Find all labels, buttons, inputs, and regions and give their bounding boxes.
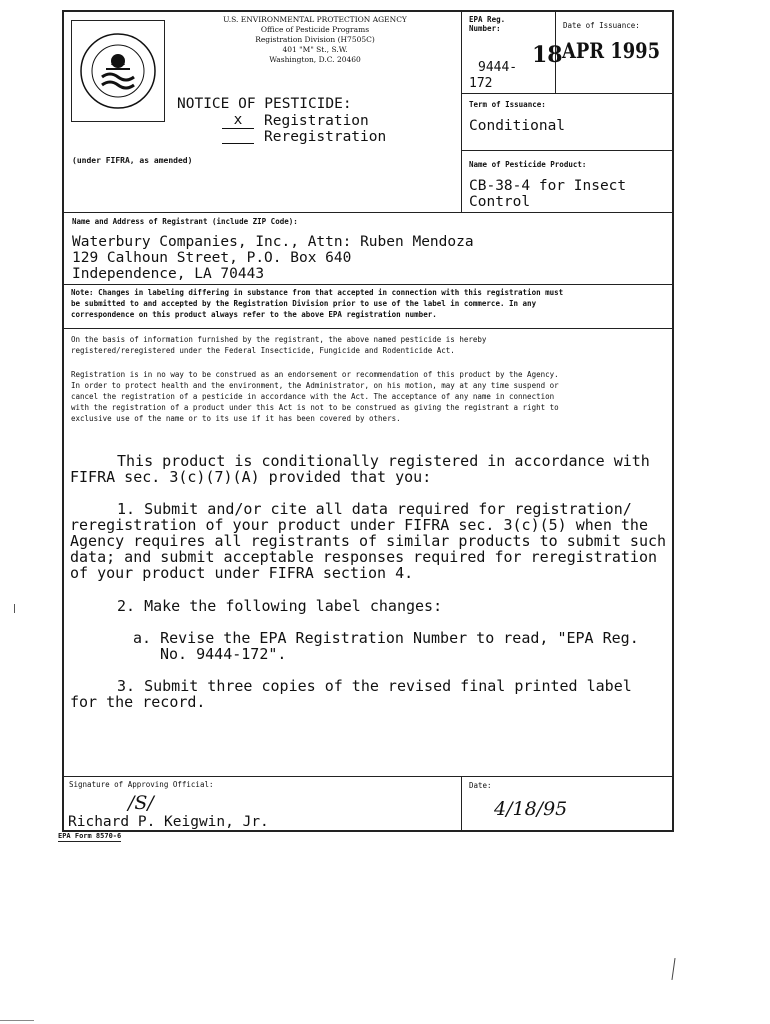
agency-street: 401 "M" St., S.W. bbox=[282, 45, 348, 54]
header-divider bbox=[461, 10, 462, 212]
product-name-line1: CB-38-4 for Insect bbox=[469, 178, 627, 194]
item2a-line2: No. 9444-172". bbox=[160, 645, 287, 663]
product-label: Name of Pesticide Product: bbox=[469, 160, 587, 169]
scan-mark-right bbox=[671, 958, 675, 980]
item1-line2: reregistration of your product under FIFRA sec. 3(c)(5) when the bbox=[70, 516, 648, 534]
note-line3: correspondence on this product always refer to the above EPA registration number. bbox=[71, 310, 437, 319]
rule-after-regnumber bbox=[461, 93, 674, 94]
reregistration-label: Reregistration bbox=[264, 129, 387, 145]
notice-title: NOTICE OF PESTICIDE: bbox=[177, 96, 352, 112]
form-number: EPA Form 8570-6 bbox=[58, 832, 122, 840]
scan-mark-bottom bbox=[0, 1020, 34, 1021]
item3-line2: for the record. bbox=[70, 693, 206, 711]
disclaimer-line2: In order to protect health and the environment, the Administrator, on his motion, may at any time suspend or bbox=[71, 381, 559, 390]
reg-number-value-line2: 172 bbox=[469, 76, 493, 91]
issuance-stamp-date: APR 1995 bbox=[562, 38, 661, 63]
note-line2: be submitted to and accepted by the Registration Division prior to use of the label in commerce. In any bbox=[71, 299, 537, 308]
agency-name: U.S. ENVIRONMENTAL PROTECTION AGENCY bbox=[223, 15, 407, 24]
epa-seal bbox=[71, 20, 165, 122]
signature-label: Signature of Approving Official: bbox=[69, 780, 214, 789]
basis-line1: On the basis of information furnished by the registrant, the above named pesticide is hereby bbox=[71, 335, 487, 344]
issuance-stamp-day: 18 bbox=[532, 42, 563, 68]
reg-number-label: EPA Reg. Number: bbox=[469, 15, 506, 33]
item1-line3: Agency requires all registrants of similar products to submit such bbox=[70, 532, 667, 550]
epa-seal-emblem-icon bbox=[72, 21, 164, 121]
scan-mark-left bbox=[14, 604, 15, 613]
signature-divider bbox=[461, 776, 462, 832]
registrant-line2: 129 Calhoun Street, P.O. Box 640 bbox=[72, 250, 352, 266]
registrant-label: Name and Address of Registrant (include ZIP Code): bbox=[72, 217, 298, 226]
agency-division: Registration Division (H7505C) bbox=[255, 35, 375, 44]
reg-number-value: 9444- bbox=[478, 60, 518, 75]
registration-mark: x bbox=[222, 113, 254, 129]
rule-after-registrant bbox=[62, 284, 674, 285]
body-intro-line2: FIFRA sec. 3(c)(7)(A) provided that you: bbox=[70, 468, 432, 486]
rule-after-term bbox=[461, 150, 674, 151]
fifra-note: (under FIFRA, as amended) bbox=[72, 156, 193, 165]
note-line1: Note: Changes in labeling differing in substance from that accepted in connection with this registration must bbox=[71, 288, 564, 297]
agency-city: Washington, D.C. 20460 bbox=[269, 55, 361, 64]
reregistration-blank bbox=[222, 143, 254, 144]
date-of-issuance-label: Date of Issuance: bbox=[563, 21, 640, 30]
rule-after-note bbox=[62, 328, 674, 329]
date-label: Date: bbox=[469, 781, 492, 790]
rule-before-signature bbox=[62, 776, 674, 777]
term-label: Term of Issuance: bbox=[469, 100, 546, 109]
registration-label: Registration bbox=[264, 113, 369, 129]
signatory-name: Richard P. Keigwin, Jr. bbox=[68, 814, 269, 830]
item2a-line1: a. Revise the EPA Registration Number to read, "EPA Reg. bbox=[133, 629, 639, 647]
disclaimer-line3: cancel the registration of a pesticide in accordance with the Act. The acceptance of any name in connection bbox=[71, 392, 555, 401]
product-name-line2: Control bbox=[469, 194, 531, 210]
disclaimer-line1: Registration is in no way to be construed as an endorsement or recommendation of this product by the Agency. bbox=[71, 370, 559, 379]
registrant-line3: Independence, LA 70443 bbox=[72, 266, 265, 282]
agency-office: Office of Pesticide Programs bbox=[260, 25, 370, 34]
item3-line1: 3. Submit three copies of the revised final printed label bbox=[117, 677, 632, 695]
disclaimer-line5: exclusive use of the name or to its use if it has been covered by others. bbox=[71, 414, 401, 423]
rule-after-header bbox=[62, 212, 674, 213]
date-value: 4/18/95 bbox=[494, 798, 568, 820]
term-value: Conditional bbox=[469, 118, 566, 134]
disclaimer-line4: with the registration of a product under this Act is not to be construed as giving the registrant a right to bbox=[71, 403, 559, 412]
item1-line5: of your product under FIFRA section 4. bbox=[70, 564, 414, 582]
item1-line1: 1. Submit and/or cite all data required for registration/ bbox=[117, 500, 632, 518]
basis-line2: registered/reregistered under the Federal Insecticide, Fungicide and Rodenticide Act. bbox=[71, 346, 455, 355]
signature-mark: /S/ bbox=[128, 792, 154, 814]
body-intro-line1: This product is conditionally registered in accordance with bbox=[117, 452, 650, 470]
item2-line: 2. Make the following label changes: bbox=[117, 597, 443, 615]
registrant-line1: Waterbury Companies, Inc., Attn: Ruben Mendoza bbox=[72, 234, 474, 250]
item1-line4: data; and submit acceptable responses required for reregistration bbox=[70, 548, 657, 566]
